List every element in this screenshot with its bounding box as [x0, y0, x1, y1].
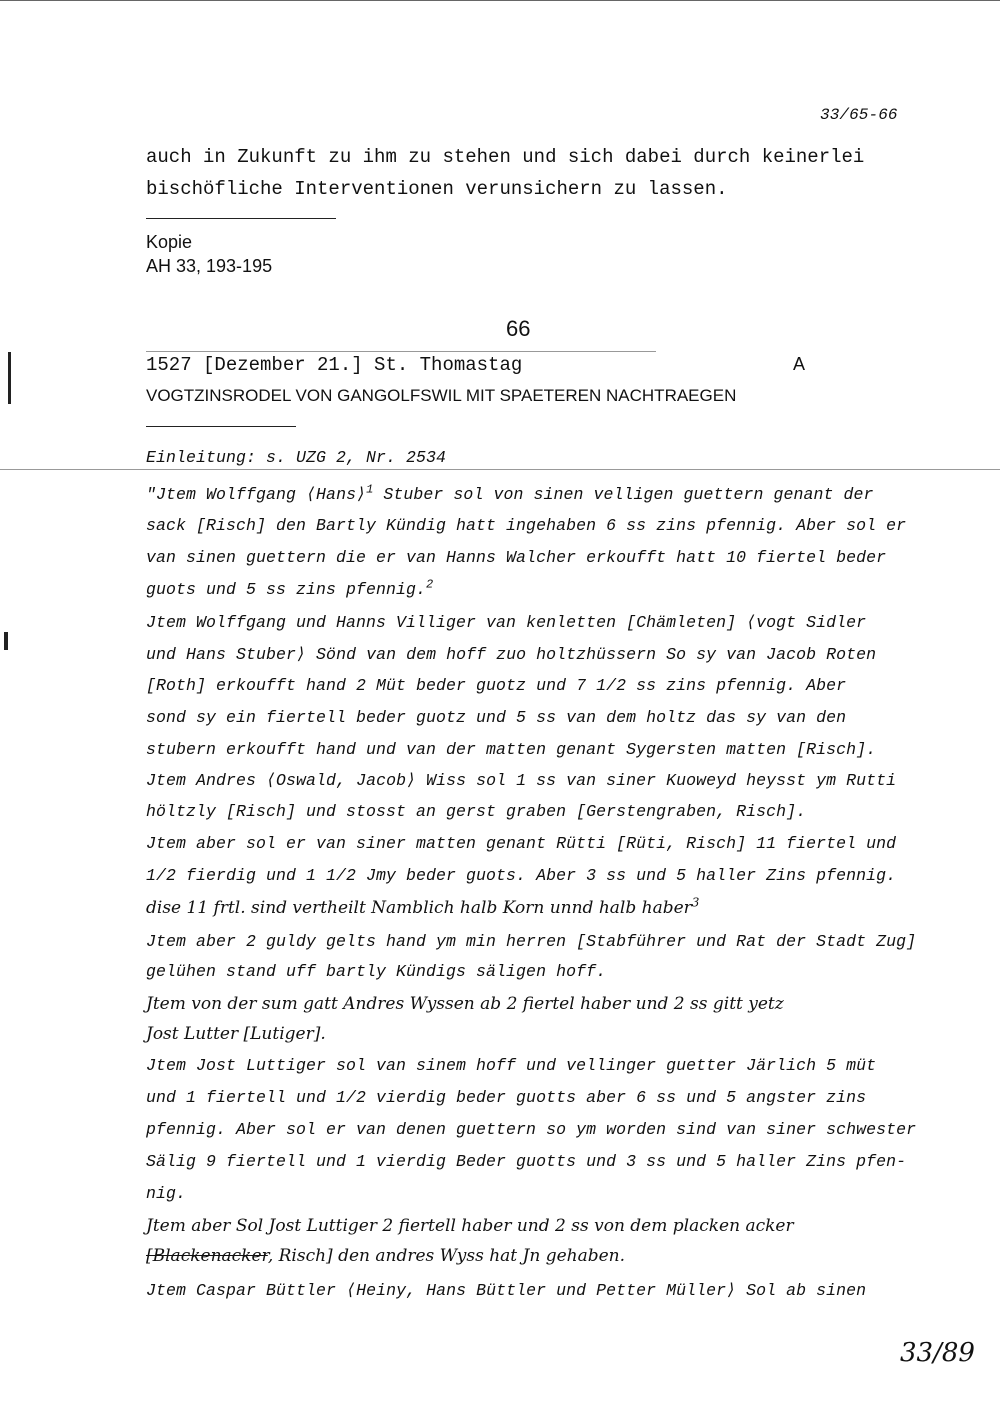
- body-line: Jtem aber 2 guldy gelts hand ym min herren [Stabführer und Rat der Stadt Zug]: [146, 932, 917, 951]
- body-line: 1/2 fierdig und 1 1/2 Jmy beder guots. Aber 3 ss und 5 haller Zins pfennig.: [146, 866, 897, 885]
- scan-line: [0, 469, 1000, 470]
- body-line: "Jtem Wolffgang ⟨Hans⟩$^1$ Stuber sol von sinen velligen guettern genant der: [146, 482, 874, 504]
- body-line: stubern erkoufft hand und van der matten genant Sygersten matten [Risch].: [146, 740, 877, 759]
- entry-number: 66: [506, 316, 531, 341]
- body-line: pfennig. Aber sol er van denen guettern so ym worden sind van siner schwester: [146, 1120, 917, 1139]
- scan-margin-mark: [8, 352, 11, 404]
- handwritten-line: Jtem aber Sol Jost Luttiger 2 fiertell haber und 2 ss von dem placken acker: [146, 1216, 794, 1236]
- entry-title: VOGTZINSRODEL VON GANGOLFSWIL MIT SPAETEREN NACHTRAEGEN: [146, 386, 737, 405]
- body-line: Jtem Wolffgang und Hanns Villiger van kenletten [Chämleten] ⟨vogt Sidler: [146, 613, 867, 632]
- body-line: sond sy ein fiertell beder guotz und 5 ss van dem holtz das sy van den: [146, 708, 847, 727]
- entry-letter: A: [793, 354, 806, 374]
- body-line: sack [Risch] den Bartly Kündig hatt ingehaben 6 ss zins pfennig. Aber sol er: [146, 516, 907, 535]
- handwritten-line: Jost Lutter [Lutiger].: [146, 1024, 326, 1044]
- page-mark: 33/89: [900, 1338, 975, 1368]
- handwritten-line: Jtem von der sum gatt Andres Wyssen ab 2 fiertel haber und 2 ss gitt yetz: [146, 994, 784, 1014]
- intro-line-2: bischöfliche Interventionen verunsichern zu lassen.: [146, 178, 728, 200]
- date-overline: [146, 351, 656, 352]
- body-line: gelühen stand uff bartly Kündigs säligen hoff.: [146, 962, 607, 981]
- source-ref: AH 33, 193-195: [146, 256, 273, 276]
- body-line: und 1 fiertell und 1/2 vierdig beder guotts aber 6 ss und 5 angster zins: [146, 1088, 867, 1107]
- body-line: Jtem aber sol er van siner matten genant Rütti [Rüti, Risch] 11 fiertel und: [146, 834, 897, 853]
- footnote-2: 2: [426, 577, 434, 592]
- page-reference: 33/65-66: [820, 106, 898, 124]
- intro-line-1: auch in Zukunft zu ihm zu stehen und sich dabei durch keinerlei: [146, 146, 865, 168]
- body-line: guots und 5 ss zins pfennig.$^2$: [146, 577, 434, 599]
- body-line: van sinen guettern die er van Hanns Walcher erkoufft hatt 10 fiertel beder: [146, 548, 887, 567]
- handwritten-line: [Blackenacker, Risch] den andres Wyss hat Jn gehaben.: [146, 1246, 626, 1266]
- handwritten-line: dise 11 frtl. sind vertheilt Namblich halb Korn unnd halb haber$^3$: [146, 895, 700, 918]
- source-label: Kopie: [146, 232, 193, 252]
- entry-date: 1527 [Dezember 21.] St. Thomastag: [146, 354, 523, 376]
- scan-top-edge: [0, 0, 1000, 1]
- body-line: höltzly [Risch] und stosst an gerst graben [Gerstengraben, Risch].: [146, 802, 807, 821]
- scan-margin-mark: [4, 632, 8, 650]
- body-line: [Roth] erkoufft hand 2 Müt beder guotz und 7 1/2 ss zins pfennig. Aber: [146, 676, 847, 695]
- intro-reference: Einleitung: s. UZG 2, Nr. 2534: [146, 448, 447, 467]
- body-line: und Hans Stuber⟩ Sönd van dem hoff zuo holtzhüssern So sy van Jacob Roten: [146, 645, 877, 664]
- body-line: nig.: [146, 1184, 187, 1203]
- body-line: Jtem Andres ⟨Oswald, Jacob⟩ Wiss sol 1 ss van siner Kuoweyd heysst ym Rutti: [146, 771, 897, 790]
- divider: [146, 218, 336, 219]
- body-line: Jtem Jost Luttiger sol van sinem hoff und vellinger guetter Järlich 5 müt: [146, 1056, 877, 1075]
- divider-2: [146, 426, 296, 427]
- body-line: Jtem Caspar Büttler ⟨Heiny, Hans Büttler und Petter Müller⟩ Sol ab sinen: [146, 1281, 867, 1300]
- body-line: Sälig 9 fiertell und 1 vierdig Beder guotts und 3 ss und 5 haller Zins pfen-: [146, 1152, 907, 1171]
- footnote-1: 1: [366, 482, 374, 497]
- footnote-3: 3: [691, 895, 700, 910]
